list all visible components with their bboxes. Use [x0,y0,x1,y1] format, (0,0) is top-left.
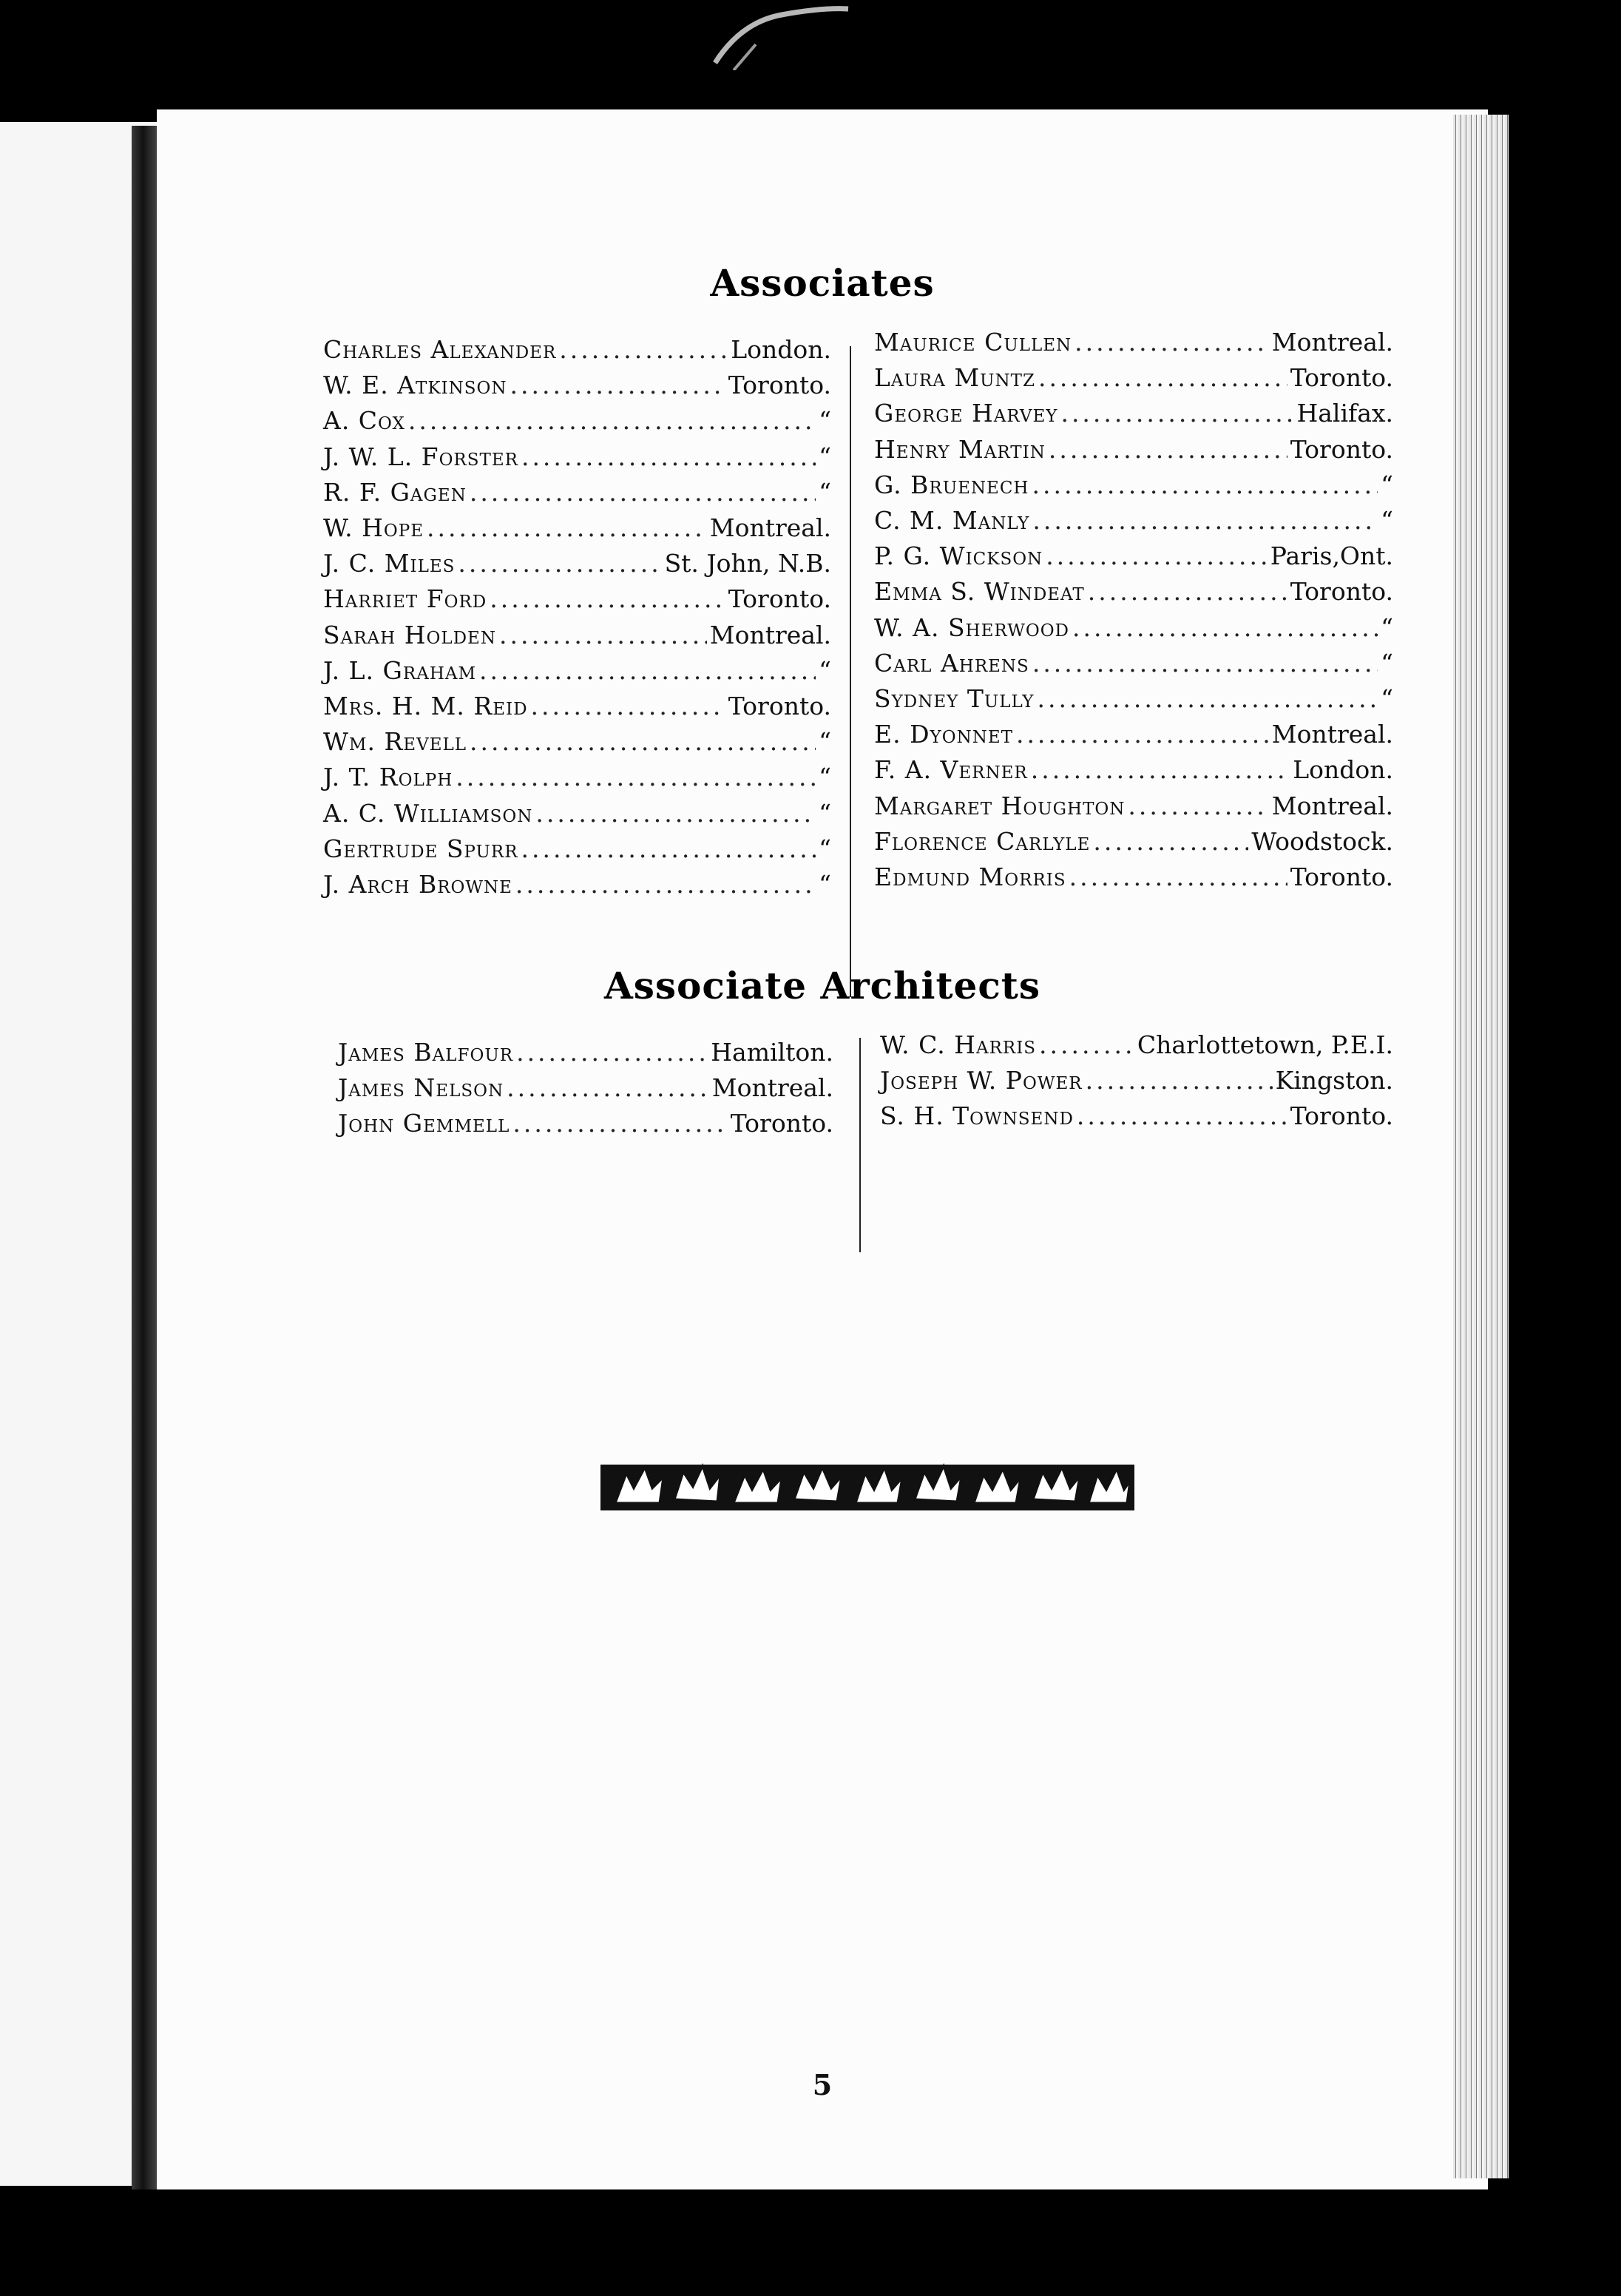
dot-leader [1046,541,1268,570]
member-location: “ [819,655,831,685]
member-location: Montreal. [1271,720,1393,749]
dot-leader [510,371,725,399]
dot-leader [479,656,816,685]
dot-leader [458,549,661,578]
member-name: Mrs. H. M. Reid [323,692,528,720]
member-location: “ [1381,612,1393,642]
list-item [874,791,1393,820]
list-item [880,1101,1393,1130]
list-item [338,1073,833,1102]
member-location: “ [1381,648,1393,678]
dot-leader [1088,577,1287,606]
member-name: Sarah Holden [323,620,496,649]
dot-leader [512,1109,727,1138]
member-location: Halifax. [1296,399,1393,428]
member-name: Margaret Houghton [874,791,1126,820]
member-location: “ [819,834,831,863]
dot-leader [1016,720,1269,749]
member-location: “ [819,442,831,471]
member-name: Sydney Tully [874,684,1035,713]
list-item [874,862,1393,891]
member-name: Emma S. Windeat [874,577,1085,607]
ribbon-bookmark [711,0,852,70]
dot-leader [490,584,725,613]
member-name: Wm. Revell [323,727,467,757]
dot-leader [515,870,816,899]
member-name: J. L. Graham [323,655,477,685]
member-name: Joseph W. Power [880,1066,1083,1095]
list-item [323,692,831,720]
member-name: W. E. Atkinson [323,371,507,400]
list-item [874,435,1393,464]
member-location: Toronto. [1290,1101,1393,1130]
list-item [323,549,831,578]
member-location: Toronto. [1290,577,1393,607]
column-divider [850,346,851,997]
dot-leader [1031,755,1290,784]
dot-leader [521,442,816,471]
page-edges [1453,115,1509,2178]
member-location: Toronto. [1290,363,1393,393]
dot-leader [499,621,707,649]
dot-leader [1128,791,1268,820]
list-item [874,827,1393,856]
member-location: Toronto. [728,692,831,720]
dot-leader [456,763,816,791]
member-location: “ [1381,470,1393,499]
list-item [874,684,1393,713]
member-name: W. A. Sherwood [874,612,1069,642]
list-item [874,506,1393,535]
member-name: Harriet Ford [323,584,487,614]
member-location: “ [819,798,831,828]
list-item [874,470,1393,499]
list-item [338,1109,833,1138]
list-item [323,513,831,542]
list-item [323,870,831,899]
member-name: James Nelson [338,1073,504,1102]
maple-leaf-ornament [600,1459,1134,1516]
member-location: Montreal. [709,513,831,542]
member-location: London. [1293,755,1393,785]
dot-leader [1075,328,1269,357]
dot-leader [1037,684,1378,713]
list-item [323,799,831,828]
member-location: Hamilton. [711,1038,833,1067]
member-location: Paris,Ont. [1270,541,1393,571]
dot-leader [1049,435,1287,464]
list-item [874,363,1393,392]
dot-leader [559,335,728,364]
list-item [880,1066,1393,1095]
member-location: Toronto. [1290,434,1393,464]
member-location: “ [1381,684,1393,713]
list-item [323,478,831,507]
member-name: Charles Alexander [323,335,557,364]
list-item [874,541,1393,570]
dot-leader [1039,1030,1134,1059]
member-location: Montreal. [1271,791,1393,820]
dot-leader [1093,827,1248,856]
list-item [880,1030,1393,1059]
page-number: 5 [812,2068,833,2101]
member-name: F. A. Verner [874,755,1028,785]
list-item [323,621,831,649]
member-location: Woodstock. [1251,826,1393,856]
list-item [338,1038,833,1067]
member-location: Charlottetown, P.E.I. [1137,1030,1393,1059]
list-item [874,399,1393,428]
member-name: A. C. Williamson [323,798,533,828]
member-name: P. G. Wickson [874,541,1043,571]
dot-leader [531,692,725,720]
dot-leader [1032,649,1378,678]
list-item [874,649,1393,678]
dot-leader [1032,506,1378,535]
member-name: A. Cox [323,406,405,436]
column-divider [859,1038,861,1252]
member-location: Toronto. [728,584,831,614]
dot-leader [507,1073,709,1102]
member-name: George Harvey [874,399,1058,428]
member-location: Montreal. [711,1073,833,1102]
dot-leader [427,513,707,542]
dot-leader [1086,1066,1273,1095]
member-name: John Gemmell [338,1109,510,1138]
member-location: Montreal. [1271,328,1393,357]
list-item [323,834,831,863]
member-name: R. F. Gagen [323,477,467,507]
member-name: W. C. Harris [880,1030,1037,1059]
member-location: Toronto. [1290,862,1393,891]
member-location: “ [819,870,831,899]
list-item [874,577,1393,606]
section-title-associate-architects: Associate Architects [603,964,1041,1007]
dot-leader [1069,862,1287,891]
member-name: C. M. Manly [874,506,1030,535]
member-location: St. John, N.B. [664,549,831,578]
member-location: “ [819,727,831,757]
member-location: Kingston. [1275,1066,1393,1095]
member-location: London. [731,335,831,364]
list-item [323,584,831,613]
dot-leader [470,727,816,756]
member-location: “ [819,406,831,436]
list-item [323,406,831,435]
member-name: J. Arch Browne [323,870,512,899]
member-name: J. C. Miles [323,549,456,578]
member-name: James Balfour [338,1038,514,1067]
list-item [323,442,831,471]
member-name: E. Dyonnet [874,720,1013,749]
member-location: Montreal. [709,620,831,649]
dot-leader [1077,1101,1287,1130]
dot-leader [516,1038,708,1067]
dot-leader [521,834,816,863]
list-item [323,656,831,685]
member-name: J. T. Rolph [323,763,453,792]
dot-leader [1038,363,1287,392]
member-name: Laura Muntz [874,363,1035,393]
member-name: Henry Martin [874,434,1046,464]
list-item [874,755,1393,784]
section-title-associates: Associates [710,261,935,305]
member-name: Florence Carlyle [874,826,1091,856]
member-location: Toronto. [730,1109,833,1138]
member-name: Edmund Morris [874,862,1066,891]
list-item [323,371,831,399]
book-gutter [132,126,157,2189]
dot-leader [408,406,816,435]
member-name: J. W. L. Forster [323,442,518,471]
member-location: “ [819,763,831,792]
member-location: Toronto. [728,371,831,400]
list-item [323,727,831,756]
dot-leader [470,478,816,507]
member-location: “ [819,477,831,507]
member-name: W. Hope [323,513,424,542]
member-name: Carl Ahrens [874,648,1029,678]
dot-leader [1072,613,1378,642]
list-item [323,763,831,791]
list-item [874,720,1393,749]
list-item [874,328,1393,357]
list-item [874,613,1393,642]
dot-leader [1032,470,1378,499]
member-name: S. H. Townsend [880,1101,1074,1130]
member-name: G. Bruenech [874,470,1029,499]
member-name: Gertrude Spurr [323,834,518,863]
member-location: “ [1381,506,1393,535]
member-name: Maurice Cullen [874,328,1072,357]
list-item [323,335,831,364]
page [157,109,1488,2189]
dot-leader [1060,399,1293,428]
dot-leader [535,799,816,828]
